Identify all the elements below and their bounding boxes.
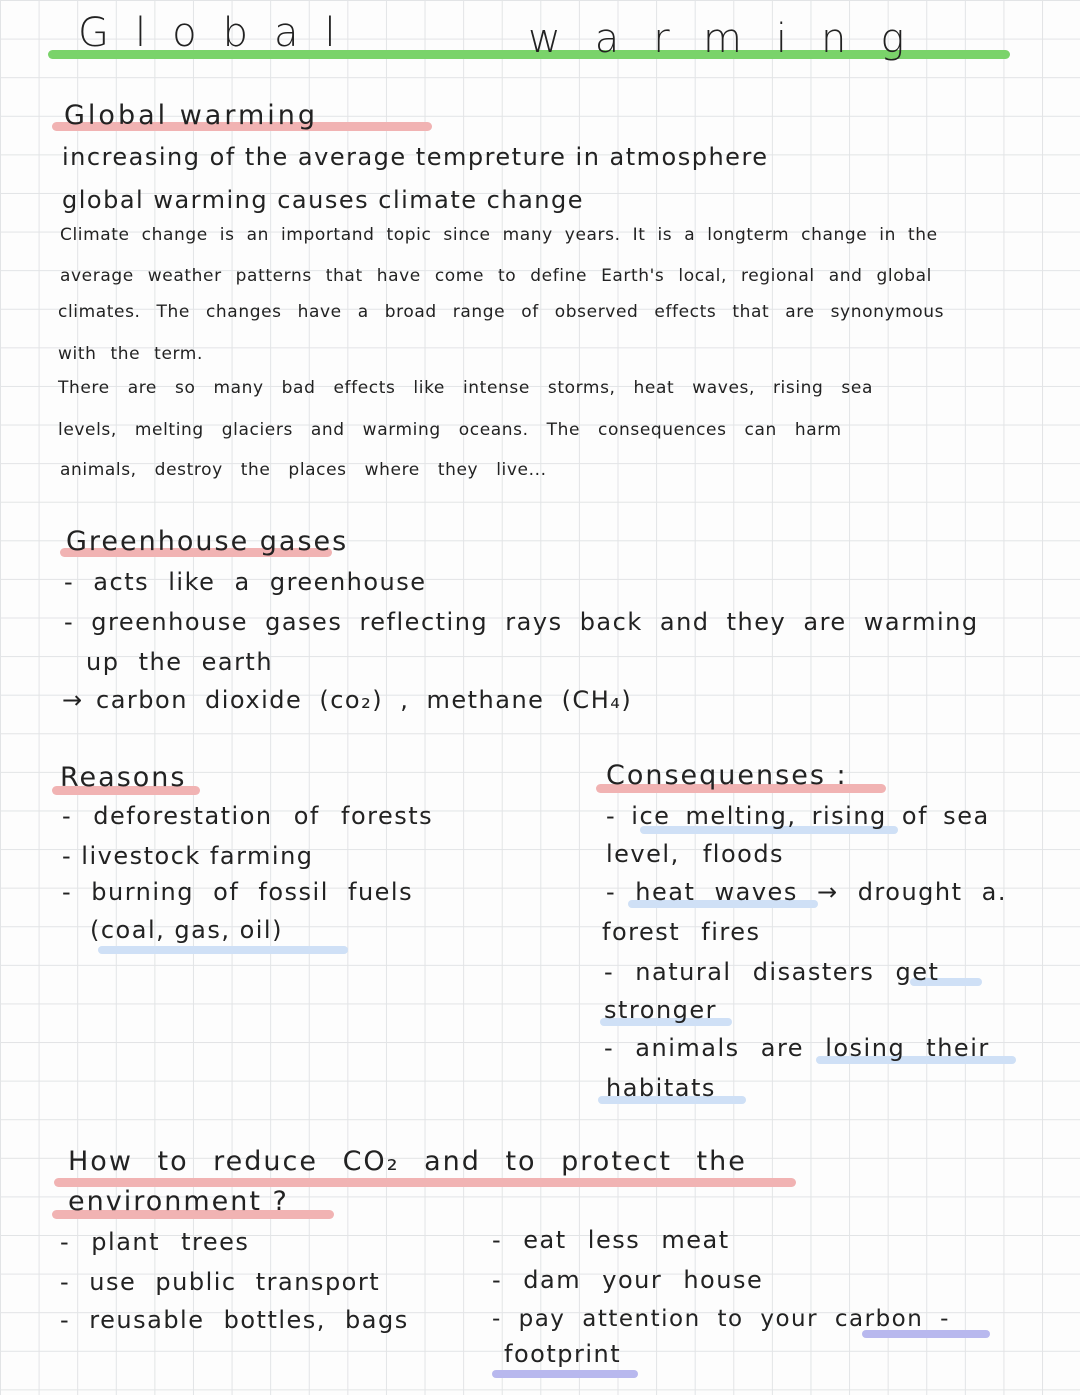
reduce-item: - eat less meat xyxy=(492,1226,730,1254)
consequence-line: forest fires xyxy=(602,918,761,946)
reason-item: - livestock farming xyxy=(62,842,314,870)
greenhouse-line: - acts like a greenhouse xyxy=(64,568,427,596)
note-highlight xyxy=(492,1370,638,1378)
paragraph-line: animals, destroy the places where they live... xyxy=(60,460,547,480)
bullet-text: global warming causes climate change xyxy=(62,186,584,214)
greenhouse-line: - greenhouse gases reflecting rays back and they are warming xyxy=(64,608,979,636)
consequence-line: - natural disasters get xyxy=(604,958,940,986)
reduce-item: footprint xyxy=(504,1340,622,1368)
consequence-line: level, floods xyxy=(606,840,785,868)
section-heading-reduce-line2: environment ? xyxy=(68,1186,289,1217)
section-heading-consequences: Consequenses : xyxy=(606,760,848,791)
reduce-item: - reusable bottles, bags xyxy=(60,1306,409,1334)
note-highlight xyxy=(98,946,348,954)
reason-item: - deforestation of forests xyxy=(62,802,434,830)
reduce-item: - dam your house xyxy=(492,1266,764,1294)
consequence-line: - heat waves → drought a. xyxy=(606,878,1007,906)
greenhouse-gases-list: carbon dioxide (co₂) , methane (CH₄) xyxy=(96,686,633,714)
section-heading-global-warming: Global warming xyxy=(64,100,319,131)
title-word-warming: warming xyxy=(528,16,939,62)
consequence-line: stronger xyxy=(604,996,718,1024)
paragraph-line: with the term. xyxy=(58,344,203,364)
greenhouse-line: up the earth xyxy=(86,648,274,676)
section-heading-reduce-line1: How to reduce CO₂ and to protect the xyxy=(68,1146,747,1177)
section-heading-reasons: Reasons xyxy=(60,762,187,793)
reason-item: - burning of fossil fuels xyxy=(62,878,414,906)
paragraph-line: climates. The changes have a broad range of observed effects that are synonymous xyxy=(58,302,945,322)
arrow-icon: → xyxy=(62,686,84,714)
paragraph-line: levels, melting glaciers and warming oceans. The consequences can harm xyxy=(58,420,842,440)
paragraph-line: average weather patterns that have come to define Earth's local, regional and global xyxy=(60,266,932,286)
paragraph-line: There are so many bad effects like intense storms, heat waves, rising sea xyxy=(58,378,873,398)
consequence-line: - ice melting, rising of sea xyxy=(606,802,990,830)
reason-item: (coal, gas, oil) xyxy=(90,916,283,944)
section-heading-greenhouse: Greenhouse gases xyxy=(66,526,349,557)
consequence-line: - animals are losing their xyxy=(604,1034,990,1062)
reduce-item: - pay attention to your carbon - xyxy=(492,1306,950,1332)
title-word-global: Global xyxy=(78,10,362,56)
paragraph-line: Climate change is an importand topic since many years. It is a longterm change in the xyxy=(60,225,938,245)
bullet-text: increasing of the average tempreture in atmosphere xyxy=(62,143,769,171)
consequence-line: habitats xyxy=(606,1074,716,1102)
bullet-line xyxy=(62,143,769,171)
bullet-line xyxy=(62,186,584,214)
reduce-item: - use public transport xyxy=(60,1268,381,1296)
reduce-item: - plant trees xyxy=(60,1228,250,1256)
